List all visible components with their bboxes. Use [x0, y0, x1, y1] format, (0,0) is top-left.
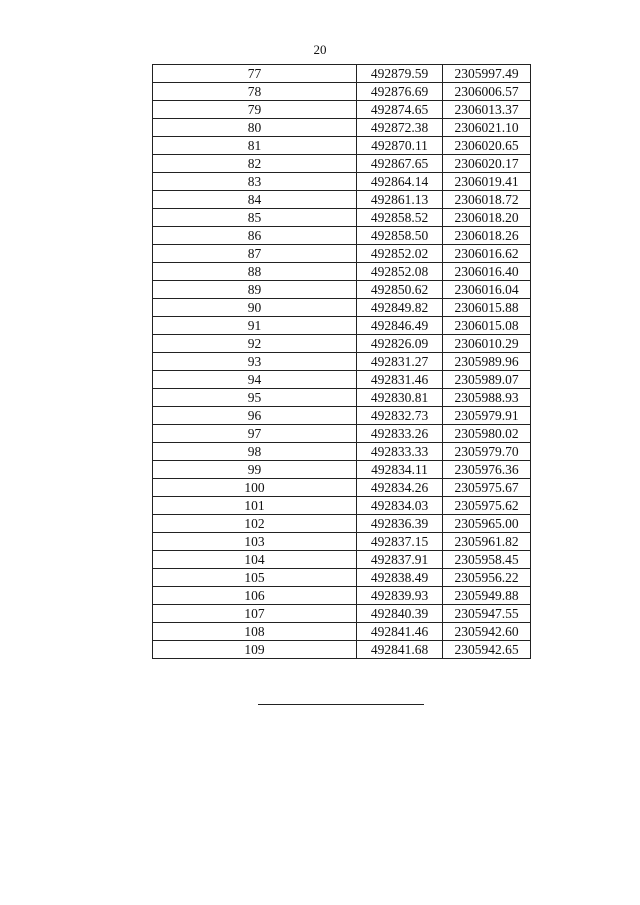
table-row: [153, 497, 531, 515]
y-coordinate-cell: 2306016.62: [443, 245, 531, 263]
x-coordinate-cell: 492870.11: [357, 137, 443, 155]
table-row: [153, 173, 531, 191]
table-row: [153, 245, 531, 263]
y-coordinate-cell: 2306006.57: [443, 83, 531, 101]
point-number-cell: 88: [153, 263, 357, 281]
y-coordinate-cell: 2305942.60: [443, 623, 531, 641]
table-row: [153, 425, 531, 443]
point-number-cell: 86: [153, 227, 357, 245]
point-number-cell: 106: [153, 587, 357, 605]
table-row: [153, 587, 531, 605]
x-coordinate-cell: 492864.14: [357, 173, 443, 191]
y-coordinate-cell: 2306015.08: [443, 317, 531, 335]
x-coordinate-cell: 492846.49: [357, 317, 443, 335]
point-number-cell: 79: [153, 101, 357, 119]
y-coordinate-cell: 2305989.96: [443, 353, 531, 371]
table-row: [153, 389, 531, 407]
x-coordinate-cell: 492839.93: [357, 587, 443, 605]
y-coordinate-cell: 2305979.70: [443, 443, 531, 461]
point-number-cell: 100: [153, 479, 357, 497]
x-coordinate-cell: 492834.03: [357, 497, 443, 515]
y-coordinate-cell: 2305988.93: [443, 389, 531, 407]
point-number-cell: 84: [153, 191, 357, 209]
x-coordinate-cell: 492867.65: [357, 155, 443, 173]
x-coordinate-cell: 492836.39: [357, 515, 443, 533]
point-number-cell: 92: [153, 335, 357, 353]
table-row: [153, 479, 531, 497]
table-row: [153, 443, 531, 461]
point-number-cell: 103: [153, 533, 357, 551]
x-coordinate-cell: 492831.27: [357, 353, 443, 371]
x-coordinate-cell: 492872.38: [357, 119, 443, 137]
table-row: [153, 623, 531, 641]
x-coordinate-cell: 492852.08: [357, 263, 443, 281]
page-number: 20: [313, 42, 327, 57]
table-row: [153, 263, 531, 281]
y-coordinate-cell: 2306018.26: [443, 227, 531, 245]
end-of-section-rule: [258, 704, 424, 705]
table-row: [153, 191, 531, 209]
point-number-cell: 82: [153, 155, 357, 173]
x-coordinate-cell: 492850.62: [357, 281, 443, 299]
point-number-cell: 95: [153, 389, 357, 407]
table-row: [153, 137, 531, 155]
table-row: [153, 605, 531, 623]
point-number-cell: 102: [153, 515, 357, 533]
y-coordinate-cell: 2306015.88: [443, 299, 531, 317]
point-number-cell: 101: [153, 497, 357, 515]
point-number-cell: 81: [153, 137, 357, 155]
x-coordinate-cell: 492830.81: [357, 389, 443, 407]
y-coordinate-cell: 2306018.20: [443, 209, 531, 227]
table-row: [153, 569, 531, 587]
table-row: [153, 371, 531, 389]
table-row: [153, 641, 531, 659]
x-coordinate-cell: 492879.59: [357, 65, 443, 83]
point-number-cell: 80: [153, 119, 357, 137]
table-row: [153, 101, 531, 119]
x-coordinate-cell: 492858.52: [357, 209, 443, 227]
x-coordinate-cell: 492834.11: [357, 461, 443, 479]
point-number-cell: 109: [153, 641, 357, 659]
point-number-cell: 85: [153, 209, 357, 227]
table-row: [153, 551, 531, 569]
table-row: [153, 353, 531, 371]
y-coordinate-cell: 2306013.37: [443, 101, 531, 119]
point-number-cell: 83: [153, 173, 357, 191]
y-coordinate-cell: 2305942.65: [443, 641, 531, 659]
table-row: [153, 227, 531, 245]
point-number-cell: 89: [153, 281, 357, 299]
table-row: [153, 65, 531, 83]
table-row: [153, 83, 531, 101]
x-coordinate-cell: 492840.39: [357, 605, 443, 623]
x-coordinate-cell: 492831.46: [357, 371, 443, 389]
y-coordinate-cell: 2305949.88: [443, 587, 531, 605]
y-coordinate-cell: 2306019.41: [443, 173, 531, 191]
x-coordinate-cell: 492833.33: [357, 443, 443, 461]
y-coordinate-cell: 2305980.02: [443, 425, 531, 443]
point-number-cell: 78: [153, 83, 357, 101]
point-number-cell: 90: [153, 299, 357, 317]
point-number-cell: 105: [153, 569, 357, 587]
table-row: [153, 281, 531, 299]
point-number-cell: 107: [153, 605, 357, 623]
x-coordinate-cell: 492858.50: [357, 227, 443, 245]
y-coordinate-cell: 2305958.45: [443, 551, 531, 569]
y-coordinate-cell: 2306010.29: [443, 335, 531, 353]
table-row: [153, 155, 531, 173]
y-coordinate-cell: 2306021.10: [443, 119, 531, 137]
x-coordinate-cell: 492834.26: [357, 479, 443, 497]
x-coordinate-cell: 492841.46: [357, 623, 443, 641]
point-number-cell: 104: [153, 551, 357, 569]
y-coordinate-cell: 2305979.91: [443, 407, 531, 425]
y-coordinate-cell: 2306020.17: [443, 155, 531, 173]
y-coordinate-cell: 2305965.00: [443, 515, 531, 533]
table-row: [153, 461, 531, 479]
y-coordinate-cell: 2305956.22: [443, 569, 531, 587]
x-coordinate-cell: 492861.13: [357, 191, 443, 209]
point-number-cell: 96: [153, 407, 357, 425]
y-coordinate-cell: 2305989.07: [443, 371, 531, 389]
x-coordinate-cell: 492832.73: [357, 407, 443, 425]
point-number-cell: 77: [153, 65, 357, 83]
point-number-cell: 87: [153, 245, 357, 263]
table-row: [153, 533, 531, 551]
x-coordinate-cell: 492837.15: [357, 533, 443, 551]
x-coordinate-cell: 492852.02: [357, 245, 443, 263]
x-coordinate-cell: 492876.69: [357, 83, 443, 101]
table-row: [153, 407, 531, 425]
x-coordinate-cell: 492849.82: [357, 299, 443, 317]
y-coordinate-cell: 2305975.62: [443, 497, 531, 515]
x-coordinate-cell: 492841.68: [357, 641, 443, 659]
x-coordinate-cell: 492826.09: [357, 335, 443, 353]
y-coordinate-cell: 2305976.36: [443, 461, 531, 479]
point-number-cell: 94: [153, 371, 357, 389]
point-number-cell: 98: [153, 443, 357, 461]
y-coordinate-cell: 2305975.67: [443, 479, 531, 497]
x-coordinate-cell: 492833.26: [357, 425, 443, 443]
y-coordinate-cell: 2305961.82: [443, 533, 531, 551]
point-number-cell: 93: [153, 353, 357, 371]
y-coordinate-cell: 2305947.55: [443, 605, 531, 623]
y-coordinate-cell: 2306018.72: [443, 191, 531, 209]
point-number-cell: 108: [153, 623, 357, 641]
point-number-cell: 97: [153, 425, 357, 443]
coordinates-table: [152, 64, 531, 659]
y-coordinate-cell: 2306016.40: [443, 263, 531, 281]
point-number-cell: 99: [153, 461, 357, 479]
point-number-cell: 91: [153, 317, 357, 335]
coordinates-table-body: [153, 65, 531, 659]
table-row: [153, 299, 531, 317]
x-coordinate-cell: 492838.49: [357, 569, 443, 587]
table-row: [153, 317, 531, 335]
table-row: [153, 209, 531, 227]
table-row: [153, 335, 531, 353]
x-coordinate-cell: 492874.65: [357, 101, 443, 119]
x-coordinate-cell: 492837.91: [357, 551, 443, 569]
y-coordinate-cell: 2306020.65: [443, 137, 531, 155]
y-coordinate-cell: 2305997.49: [443, 65, 531, 83]
table-row: [153, 119, 531, 137]
y-coordinate-cell: 2306016.04: [443, 281, 531, 299]
table-row: [153, 515, 531, 533]
